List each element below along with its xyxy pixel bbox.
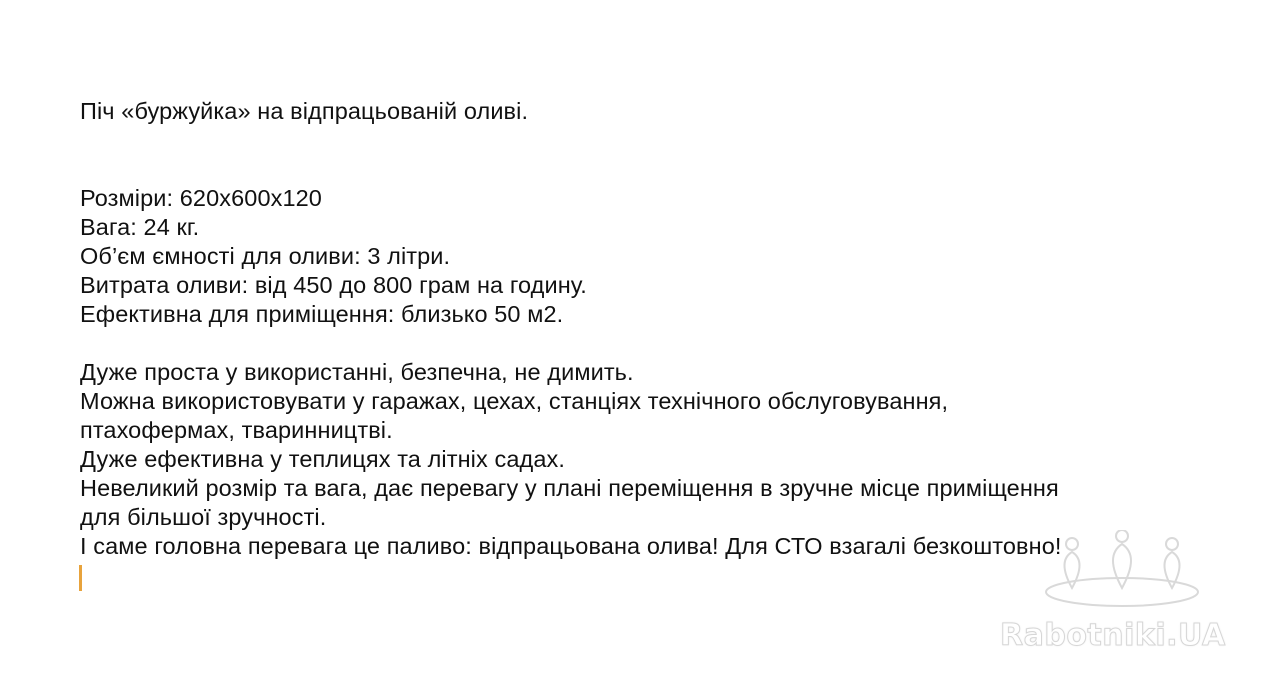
document-title: Піч «буржуйка» на відпрацьованій оливі. [80, 98, 529, 124]
watermark [1000, 530, 1250, 670]
description-line: Невеликий розмір та вага, дає перевагу у плані переміщення в зручне місце приміщення [80, 475, 1059, 501]
description-line: Дуже проста у використанні, безпечна, не димить. [80, 359, 634, 385]
spec-dimensions: Розміри: 620x600x120 [80, 185, 322, 211]
spec-weight: Вага: 24 кг. [80, 214, 200, 240]
description-line: Можна використовувати у гаражах, цехах, станціях технічного обслуговування, [80, 388, 949, 414]
document-body[interactable] [80, 97, 1260, 561]
description-line: для більшої зручності. [80, 504, 327, 530]
description-line: І саме головна перевага це паливо: відпрацьована олива! Для СТО взагалі безкоштовно! [80, 533, 1062, 559]
spec-oil-capacity: Об’єм ємності для оливи: 3 літри. [80, 243, 451, 269]
spec-oil-consumption: Витрата оливи: від 450 до 800 грам на годину. [80, 272, 587, 298]
description-line: Дуже ефективна у теплицях та літніх садах. [80, 446, 565, 472]
description-line: птахофермах, тваринництві. [80, 417, 393, 443]
paragraph-gap [80, 329, 1260, 358]
paragraph-gap [80, 126, 1260, 184]
watermark-text: Rabotniki.UA [1000, 618, 1226, 653]
text-cursor [79, 565, 82, 591]
people-pins-icon [1042, 530, 1202, 610]
spec-room-area: Ефективна для приміщення: близько 50 м2. [80, 301, 564, 327]
